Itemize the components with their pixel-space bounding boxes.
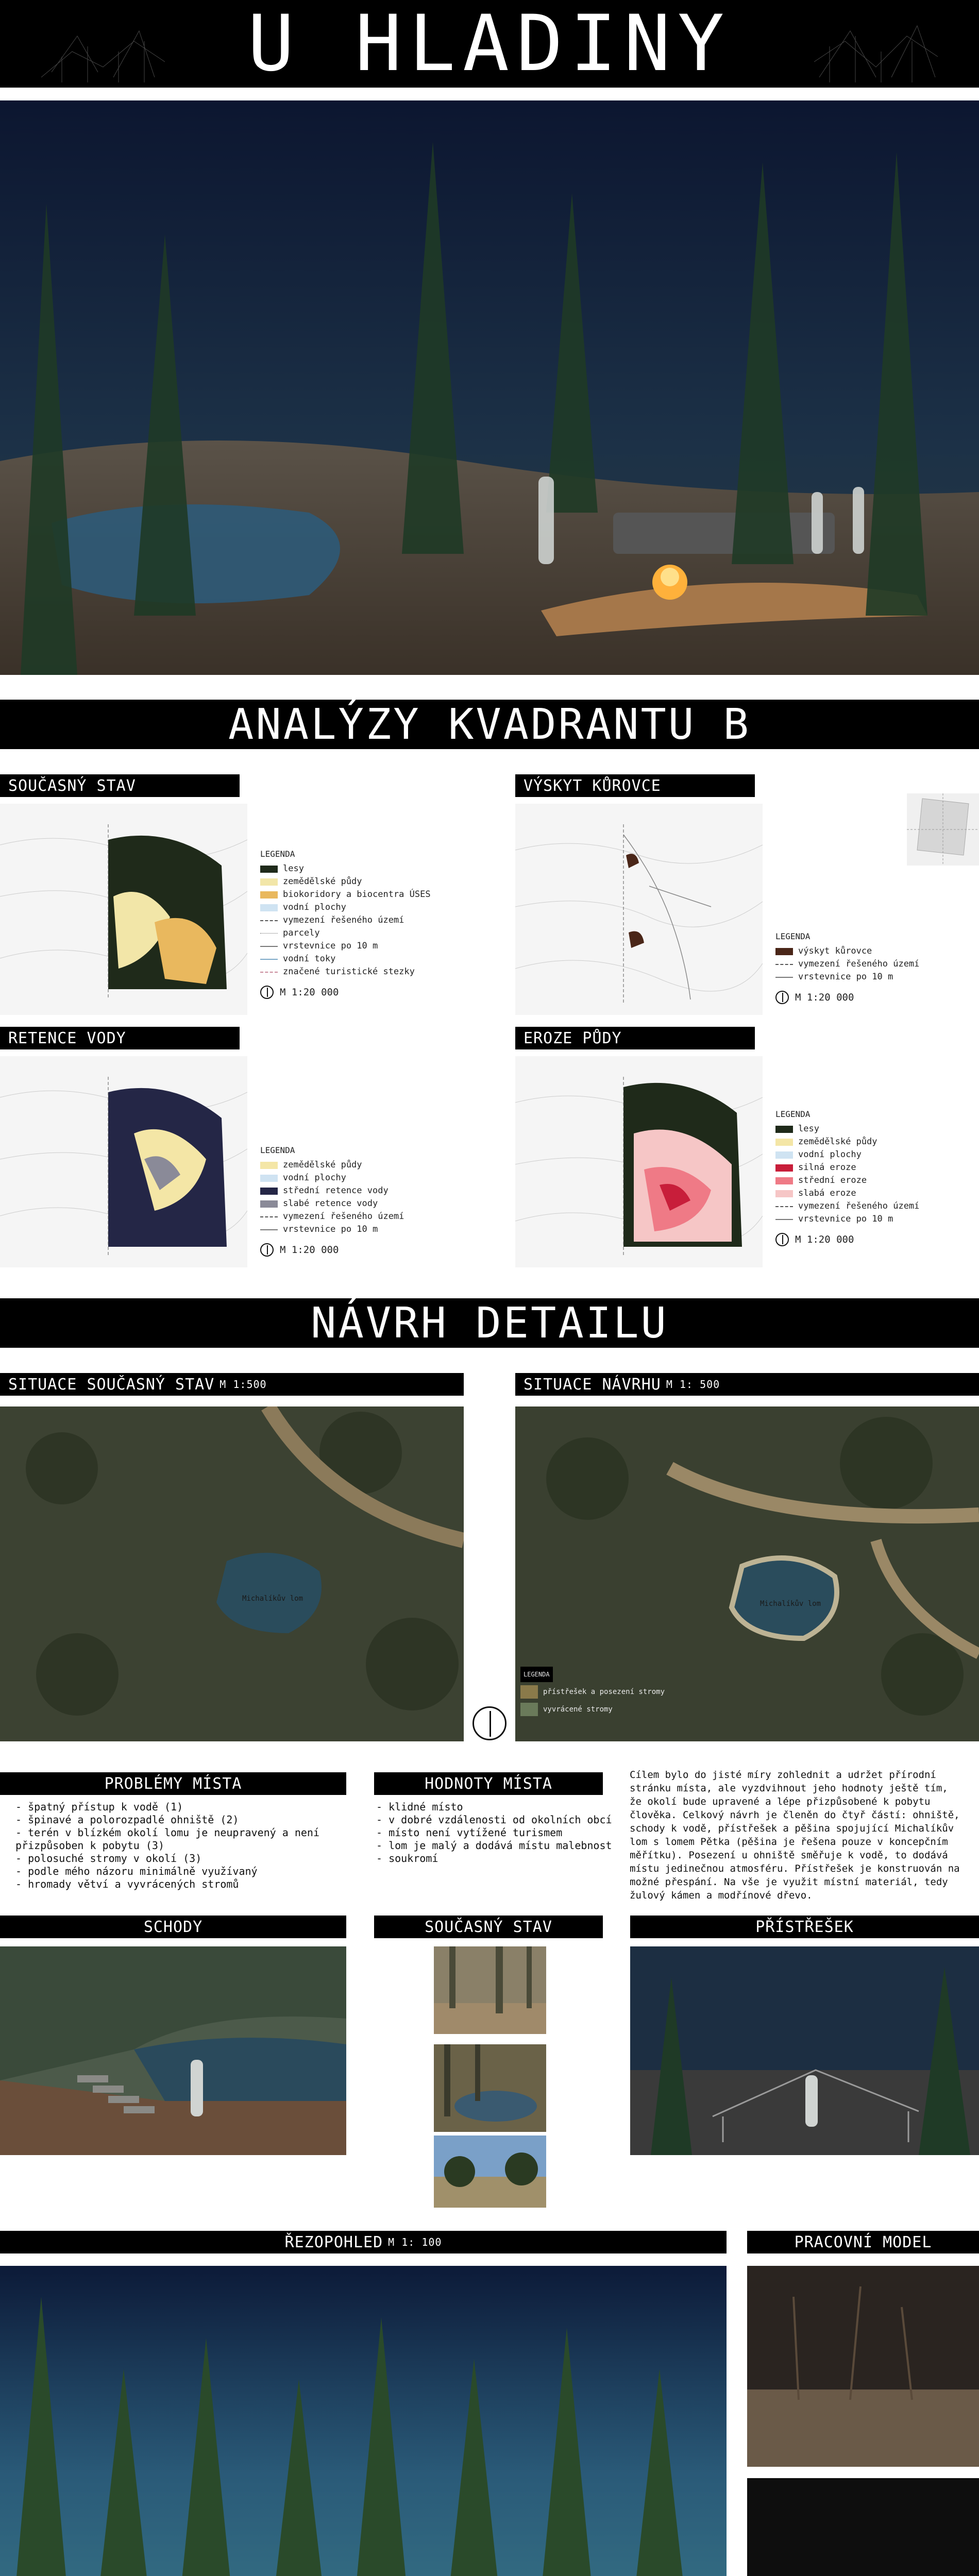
page-title — [0, 0, 979, 88]
sketch-decoration-right — [814, 5, 938, 82]
north-arrow-icon — [775, 991, 789, 1004]
site-plan-proposal — [515, 1406, 979, 1741]
legend-swatch — [260, 1200, 278, 1208]
legend-swatch — [520, 1685, 538, 1699]
situace-navrhu-label: SITUACE NÁVRHU M 1: 500 — [515, 1373, 979, 1396]
map-vyskyt-kurovce — [515, 804, 763, 1015]
legend-eroze-pudy: LEGENDA lesy zemědělské půdy vodní plochy silná eroze střední eroze slabá eroze vymezení řešeného území vrstevnice po 10 m M 1:20 000 — [775, 1108, 919, 1246]
analysis-soucasny-label: SOUČASNÝ STAV — [0, 774, 240, 797]
hodnoty-label: HODNOTY MÍSTA — [374, 1772, 603, 1795]
legend-heading: LEGENDA — [260, 849, 295, 859]
pristresek-label: PŘÍSTŘEŠEK — [630, 1916, 979, 1938]
legend-swatch — [775, 948, 793, 955]
current-photo-2 — [434, 2044, 546, 2132]
legend-swatch — [775, 1139, 793, 1146]
problemy-list: - špatný přístup k vodě (1) - špinavé a polorozpadlé ohniště (2) - terén v blízkém okolí lomu je neupravený a není přizpůsoben k pobytu (3) - polosuché stromy v okolí (3) - podle mého názoru minimálně využívaný - hromady větví a vyvrácených stromů — [15, 1801, 320, 1890]
legend-swatch — [775, 1126, 793, 1133]
legend-swatch — [260, 1175, 278, 1182]
north-arrow-icon — [260, 1243, 274, 1257]
legend-swatch — [260, 866, 278, 873]
legend-line — [775, 1206, 793, 1207]
pristresek-render — [630, 1946, 979, 2155]
legend-swatch — [260, 1162, 278, 1169]
pracovni-model-label: PRACOVNÍ MODEL — [747, 2231, 979, 2253]
north-arrow-icon — [775, 1233, 789, 1246]
current-photo-1 — [434, 1946, 546, 2034]
title-text: U HLADINY — [247, 0, 732, 89]
legend-line — [775, 964, 793, 965]
model-photo-2 — [747, 2478, 979, 2576]
locator-map — [907, 793, 979, 866]
north-arrow-icon — [472, 1706, 507, 1740]
legend-swatch — [260, 1188, 278, 1195]
legend-line — [260, 1229, 278, 1230]
situace-soucasny-label: SITUACE SOUČASNÝ STAV M 1:500 — [0, 1373, 464, 1396]
legend-heading: LEGENDA — [775, 931, 811, 941]
site-plan-current — [0, 1406, 464, 1741]
hodnoty-list: - klidné místo - v dobré vzdálenosti od okolních obcí - místo není vytížené turismem - lom je malý a dodává místu malebnost - soukromí — [376, 1801, 612, 1865]
schody-render — [0, 1946, 346, 2155]
section-navrh-title: NÁVRH DETAILU — [311, 1298, 668, 1348]
legend-swatch — [260, 878, 278, 886]
current-photo-3 — [434, 2136, 546, 2208]
legend-vyskyt-kurovce: LEGENDA výskyt kůrovce vymezení řešeného území vrstevnice po 10 m M 1:20 000 — [775, 930, 919, 1004]
legend-line — [260, 933, 278, 934]
lake-label: Michalíkův lom — [760, 1600, 821, 1608]
legend-line — [775, 1219, 793, 1220]
problemy-label: PROBLÉMY MÍSTA — [0, 1772, 346, 1795]
map-eroze-pudy — [515, 1056, 763, 1267]
map-soucasny-stav — [0, 804, 247, 1015]
legend-line — [260, 920, 278, 921]
legend-soucasny-stav: LEGENDA lesy zemědělské půdy biokoridory a biocentra ÚSES vodní plochy vymezení řešeného území parcely vrstevnice po 10 m vodní toky značené turistické stezky M 1:20 000 — [260, 848, 431, 999]
proposal-legend: LEGENDA přístřešek a posezení stromy vyvrácené stromy — [520, 1667, 696, 1739]
legend-heading: LEGENDA — [775, 1109, 811, 1119]
section-analyzy-title: ANALÝZY KVADRANTU B — [228, 700, 751, 749]
legend-line — [260, 959, 278, 960]
legend-heading: LEGENDA — [260, 1145, 295, 1155]
map-retence-vody — [0, 1056, 247, 1267]
legend-swatch — [260, 904, 278, 911]
north-arrow-icon — [260, 986, 274, 999]
analysis-kurovec-label: VÝSKYT KŮROVCE — [515, 774, 755, 797]
legend-swatch — [775, 1151, 793, 1159]
soucasny-stav-label: SOUČASNÝ STAV — [374, 1916, 603, 1938]
model-photo-1 — [747, 2266, 979, 2467]
section-view-render — [0, 2266, 727, 2576]
hero-night-scene — [0, 100, 979, 675]
legend-swatch — [775, 1164, 793, 1172]
rezopohled-label: ŘEZOPOHLED M 1: 100 — [0, 2231, 727, 2253]
legend-line — [260, 972, 278, 973]
section-navrh-header — [0, 1298, 979, 1348]
legend-line — [775, 977, 793, 978]
legend-retence-vody: LEGENDA zemědělské půdy vodní plochy střední retence vody slabé retence vody vymezení řešeného území vrstevnice po 10 m M 1:20 000 — [260, 1144, 404, 1257]
design-description: Cílem bylo do jisté míry zohlednit a udržet přírodní stránku místa, ale vyzdvihnout jeho hodnoty ještě tím, že okolí bude upravené a lépe přizpůsobené k pobytu člověka. Celkový návrh je členěn do čtyř částí: ohniště, schody k vodě, přístřešek a pěšina spojující Michalíkův lom s lomem Pětka (pěšina je řešena pouze v koncepčním měřítku). Posezení u ohniště směřuje k vodě, to dodává místu jedinečnou atmosféru. Přístřešek je konstruován na možné přespání. Na vše je využit místní materiál, tedy žulový kámen a modřínové dřevo. — [630, 1769, 960, 1901]
sketch-decoration-left — [41, 5, 165, 82]
analysis-eroze-label: EROZE PŮDY — [515, 1027, 755, 1049]
legend-swatch — [520, 1703, 538, 1716]
legend-line — [260, 946, 278, 947]
schody-label: SCHODY — [0, 1916, 346, 1938]
section-analyzy-header — [0, 700, 979, 749]
analysis-retence-label: RETENCE VODY — [0, 1027, 240, 1049]
lake-label: Michalíkův lom — [242, 1595, 303, 1603]
legend-line — [260, 1216, 278, 1217]
legend-swatch — [775, 1190, 793, 1197]
legend-swatch — [260, 891, 278, 899]
legend-swatch — [775, 1177, 793, 1184]
